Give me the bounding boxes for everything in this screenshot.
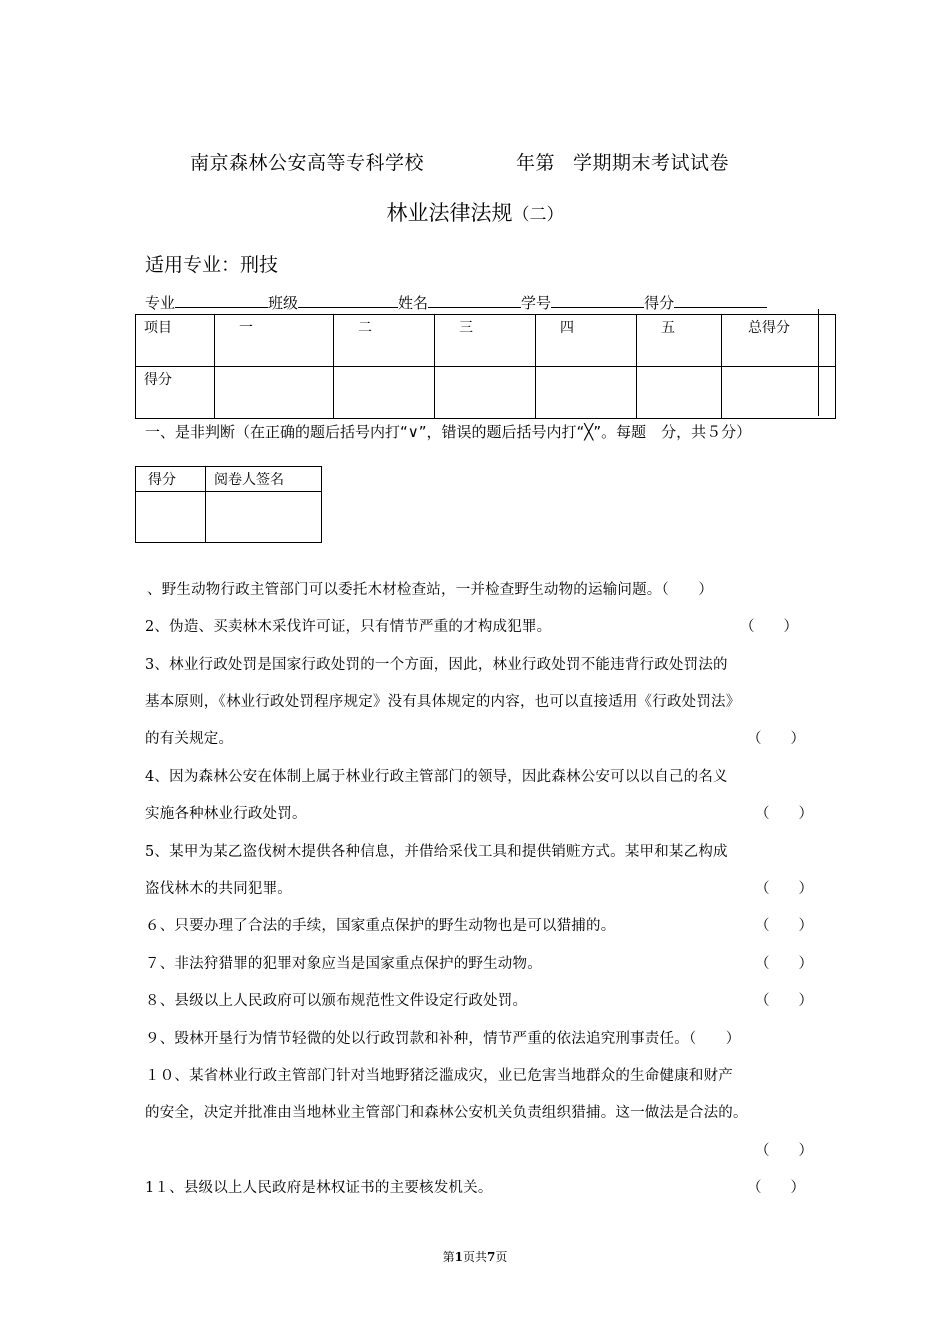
grader-signer-header: 阅卷人签名 (206, 467, 322, 492)
question-line: １０、某省林业行政主管部门针对当地野猪泛滥成灾，业已危害当地群众的生命健康和财产 (145, 1068, 733, 1084)
grader-signer-cell[interactable] (206, 492, 322, 543)
subject-name: 林业法律法规 (386, 201, 513, 225)
table-header-cell: 项目 (136, 315, 215, 367)
question-line: 1１、县级以上人民政府是林权证书的主要核发机关。 (145, 1180, 493, 1196)
school-name: 南京森林公安高等专科学校 (190, 152, 425, 174)
major-label: 专业 (145, 294, 176, 312)
answer-parentheses[interactable]: （ ） (755, 881, 813, 897)
score-cell[interactable] (215, 367, 334, 419)
class-label: 班级 (268, 294, 299, 312)
table-header-cell: 二 (334, 315, 435, 367)
footer-suffix: 页 (495, 1250, 508, 1264)
name-label: 姓名 (398, 294, 429, 312)
subject-suffix: （二） (512, 205, 564, 225)
footer-middle: 页共 (462, 1250, 487, 1264)
table-header-cell: 四 (536, 315, 637, 367)
question-line: ７、非法狩猎罪的犯罪对象应当是国家重点保护的野生动物。 (145, 956, 542, 972)
subject-title (0, 197, 950, 227)
section-1-title: 一、是非判断（在正确的题后括号内打“∨”，错误的题后括号内打“╳”。每题 分，共５分） (145, 423, 752, 441)
question-line: 盗伐林木的共同犯罪。 (145, 881, 292, 897)
class-blank[interactable] (298, 293, 398, 308)
name-blank[interactable] (428, 293, 521, 308)
answer-parentheses[interactable]: （ ） (740, 619, 798, 635)
grader-score-cell[interactable] (136, 492, 206, 543)
page-footer (0, 1248, 950, 1265)
table-header-cell: 一 (215, 315, 334, 367)
table-header-cell: 三 (435, 315, 536, 367)
footer-page-number: 1 (454, 1250, 463, 1264)
answer-parentheses[interactable]: （ ） (755, 993, 813, 1009)
question-line: 实施各种林业行政处罚。 (145, 806, 307, 822)
student-id-label: 学号 (521, 294, 552, 312)
score-table (135, 314, 836, 419)
score-blank[interactable] (674, 293, 767, 308)
score-cell[interactable] (435, 367, 536, 419)
answer-parentheses[interactable]: （ ） (747, 731, 805, 747)
grader-table (135, 466, 322, 543)
answer-parentheses[interactable]: （ ） (755, 1143, 813, 1159)
score-label: 得分 (644, 294, 675, 312)
question-line: 的有关规定。 (145, 731, 234, 747)
question-line: 2、伪造、买卖林木采伐许可证，只有情节严重的才构成犯罪。 (145, 619, 552, 635)
student-id-blank[interactable] (551, 293, 644, 308)
score-table-header-row (136, 315, 836, 367)
question-line: 的安全，决定并批准由当地林业主管部门和森林公安机关负责组织猎捕。这一做法是合法的。 (145, 1105, 748, 1121)
score-cell[interactable] (334, 367, 435, 419)
table-header-cell: 五 (637, 315, 722, 367)
question-line: ９、毁林开垦行为情节轻微的处以行政罚款和补种，情节严重的依法追究刑事责任。（ ） (145, 1031, 741, 1047)
applicable-major: 适用专业：刑技 (145, 254, 279, 276)
grader-score-header: 得分 (136, 467, 206, 492)
term-label: 学期期末考试试卷 (573, 152, 730, 174)
footer-prefix: 第 (442, 1250, 455, 1264)
question-line: 基本原则，《林业行政处罚程序规定》没有具体规定的内容，也可以直接适用《行政处罚法》 (145, 694, 741, 710)
score-cell[interactable] (637, 367, 722, 419)
score-cell[interactable] (536, 367, 637, 419)
answer-parentheses[interactable]: （ ） (747, 1180, 805, 1196)
student-info-fields (145, 292, 767, 313)
answer-parentheses[interactable]: （ ） (755, 806, 813, 822)
major-blank[interactable] (175, 293, 268, 308)
question-line: 3、林业行政处罚是国家行政处罚的一个方面，因此，林业行政处罚不能违背行政处罚法的 (145, 657, 728, 673)
table-header-cell: 总得分 (722, 315, 836, 367)
table-edge-line (818, 309, 819, 416)
year-label: 年第 (516, 152, 556, 174)
footer-total-pages: 7 (487, 1250, 496, 1264)
question-line: ８、县级以上人民政府可以颁布规范性文件设定行政处罚。 (145, 993, 528, 1009)
exam-title (190, 148, 729, 175)
answer-parentheses[interactable]: （ ） (755, 956, 813, 972)
question-line: ６、只要办理了合法的手续，国家重点保护的野生动物也是可以猎捕的。 (145, 918, 616, 934)
score-table-score-row (136, 367, 836, 419)
question-line: 4、因为森林公安在体制上属于林业行政主管部门的领导，因此森林公安可以以自己的名义 (145, 769, 728, 785)
answer-parentheses[interactable]: （ ） (755, 918, 813, 934)
score-row-label: 得分 (136, 367, 215, 419)
question-line: 、野生动物行政主管部门可以委托木材检查站，一并检查野生动物的运输问题。（ ） (147, 582, 714, 598)
question-line: 5、某甲为某乙盗伐树木提供各种信息，并借给采伐工具和提供销赃方式。某甲和某乙构成 (145, 844, 728, 860)
